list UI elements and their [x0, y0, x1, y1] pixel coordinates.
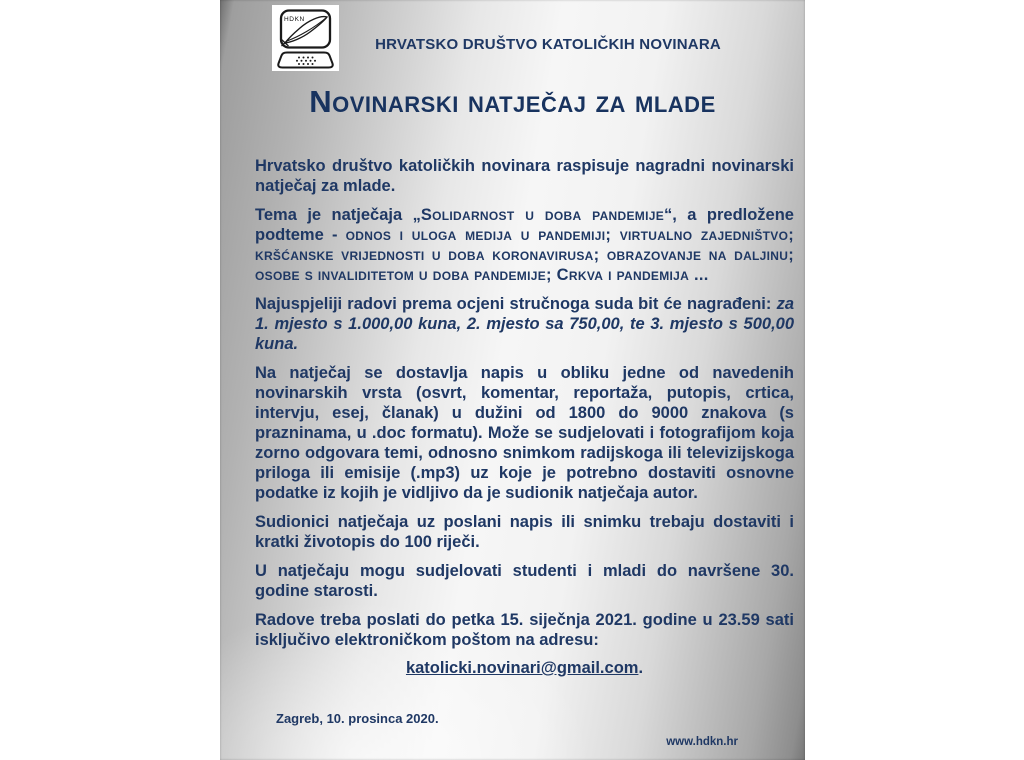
paragraph-segment: Hrvatsko društvo katoličkih novinara raspisuje nagradni novinarski natječaj za mlade.	[255, 157, 794, 195]
paragraph-segment: Sudionici natječaja uz poslani napis ili snimku trebaju dostaviti i kratki životopis do 100 riječi.	[255, 513, 794, 551]
email-suffix: .	[638, 659, 644, 677]
paragraph-segment: za 1. mjesto s 1.000,00 kuna, 2. mjesto sa 750,00, te 3. mjesto s 500,00 kuna.	[255, 295, 794, 353]
paragraph-segment: Na natječaj se dostavlja napis u obliku jedne od navedenih novinarskih vrsta (osvrt, komentar, reportaža, putopis, crtica, intervju, esej, članak) u dužini od 1800 do 9000 znakova (s prazninama, u .doc formatu). Može se sudjelovati i fotografijom koja zorno odgovara temi, odnosno snimkom radijskoga ili televizijskoga priloga ili emisije (.mp3) uz koje je potrebno dostaviti osnovne podatke iz kojih je vidljivo da je sudionik natječaja autor.	[255, 364, 794, 502]
body-paragraphs	[255, 156, 794, 650]
paragraph-segment: Najuspjeliji radovi prema ocjeni stručnoga suda bit će nagrađeni:	[255, 295, 777, 313]
dateline: Zagreb, 10. prosinca 2020.	[276, 711, 439, 726]
paragraph-segment: Radove treba poslati do petka 15. siječnja 2021. godine u 23.59 sati isključivo elektroničkom poštom na adresu:	[255, 611, 794, 649]
paragraph	[255, 156, 794, 196]
paragraph-segment: Solidarnost u doba pandemije	[420, 206, 664, 224]
paragraph-segment: Tema je natječaja „	[255, 206, 421, 224]
email-link[interactable]: katolicki.novinari@gmail.com	[405, 659, 639, 677]
paragraph	[255, 512, 794, 552]
page-title: Novinarski natječaj za mlade	[309, 84, 716, 119]
paragraph-segment: odnos i uloga medija u pandemiji; virtualno zajedništvo; kršćanske vrijednosti u doba koronavirusa; obrazovanje na daljinu; osobe s invaliditetom u doba pandemije; Crkva i pandemija ...	[255, 226, 794, 284]
logo-acronym-text: HDKN	[284, 16, 305, 23]
paragraph	[255, 561, 794, 601]
paragraph	[255, 294, 794, 354]
paragraph	[255, 610, 794, 650]
website-url: www.hdkn.hr	[666, 736, 738, 748]
email-line	[255, 659, 794, 678]
paragraph-segment: “, a predložene podteme -	[255, 206, 794, 244]
paragraph	[255, 205, 794, 285]
paragraph	[255, 363, 794, 503]
paragraph-segment: U natječaju mogu sudjelovati studenti i mladi do navršene 30. godine starosti.	[255, 562, 794, 600]
body-content	[255, 156, 794, 678]
announcement-poster	[220, 0, 805, 760]
poster-header	[220, 0, 805, 130]
organization-name: HRVATSKO DRUŠTVO KATOLIČKIH NOVINARA	[375, 36, 721, 53]
